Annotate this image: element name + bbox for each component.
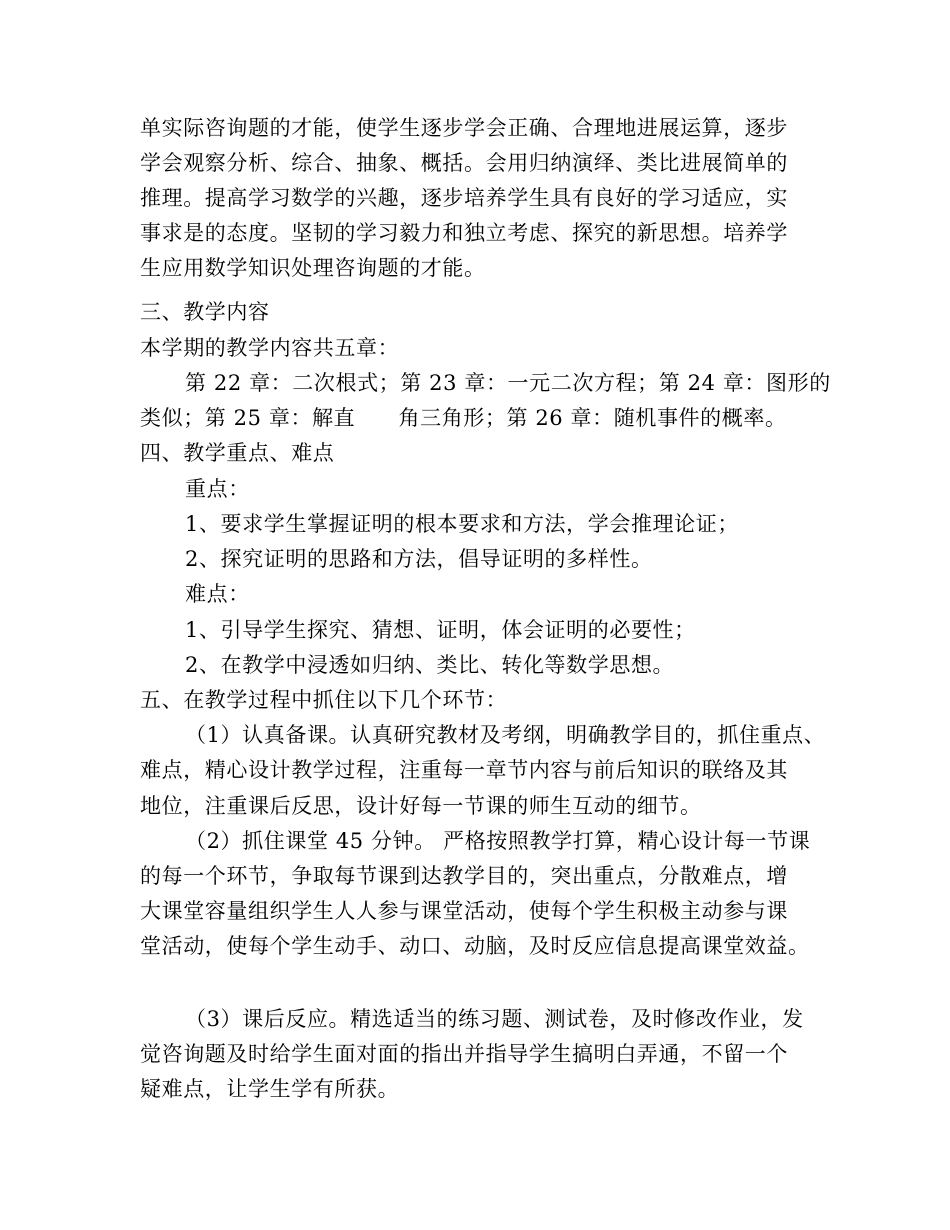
paragraph-line: 疑难点，让学生学有所获。: [140, 1077, 400, 1101]
paragraph-line: 第 22 章：二次根式；第 23 章：一元二次方程；第 24 章：图形的: [185, 371, 831, 395]
paragraph-line: 本学期的教学内容共五章：: [140, 336, 400, 360]
subheading: 重点：: [185, 477, 250, 501]
paragraph-line: （1）认真备课。认真研究教材及考纲，明确教学目的，抓住重点、: [185, 723, 826, 747]
list-item: 1、引导学生探究、猜想、证明，体会证明的必要性；: [185, 618, 696, 642]
paragraph-line: 觉咨询题及时给学生面对面的指出并指导学生搞明白弄通，不留一个: [140, 1042, 788, 1066]
paragraph-line: 的每一个环节，争取每节课到达教学目的，突出重点，分散难点，增: [140, 864, 788, 888]
list-item: 1、要求学生掌握证明的根本要求和方法，学会推理论证；: [185, 512, 739, 536]
section-heading: 三、教学内容: [140, 300, 270, 324]
paragraph-line: 单实际咨询题的才能，使学生逐步学会正确、合理地进展运算，逐步: [140, 116, 788, 140]
paragraph-line: 事求是的态度。坚韧的学习毅力和独立考虑、探究的新思想。培养学: [140, 221, 788, 245]
paragraph-line: 地位，注重课后反思，设计好每一节课的师生互动的细节。: [140, 794, 702, 818]
paragraph-line: 难点，精心设计教学过程，注重每一章节内容与前后知识的联络及其: [140, 758, 788, 782]
section-heading: 五、在教学过程中抓住以下几个环节：: [140, 688, 508, 712]
paragraph-line: 推理。提高学习数学的兴趣，逐步培养学生具有良好的学习适应，实: [140, 186, 788, 210]
paragraph-line: 生应用数学知识处理咨询题的才能。: [140, 256, 486, 280]
subheading: 难点：: [185, 582, 250, 606]
paragraph-line: 学会观察分析、综合、抽象、概括。会用归纳演绎、类比进展简单的: [140, 151, 788, 175]
list-item: 2、在教学中浸透如归纳、类比、转化等数学思想。: [185, 653, 675, 677]
paragraph-line: 大课堂容量组织学生人人参与课堂活动，使每个学生积极主动参与课: [140, 899, 788, 923]
paragraph-line: 堂活动，使每个学生动手、动口、动脑，及时反应信息提高课堂效益。: [140, 934, 810, 958]
paragraph-line: （2）抓住课堂 45 分钟。 严格按照教学打算，精心设计每一节课: [185, 829, 811, 853]
paragraph-line: 类似；第 25 章：解直 角三角形；第 26 章：随机事件的概率。: [140, 406, 787, 430]
paragraph-line: （3）课后反应。精选适当的练习题、测试卷，及时修改作业，发: [185, 1007, 804, 1031]
list-item: 2、探究证明的思路和方法，倡导证明的多样性。: [185, 547, 653, 571]
section-heading: 四、教学重点、难点: [140, 441, 335, 465]
